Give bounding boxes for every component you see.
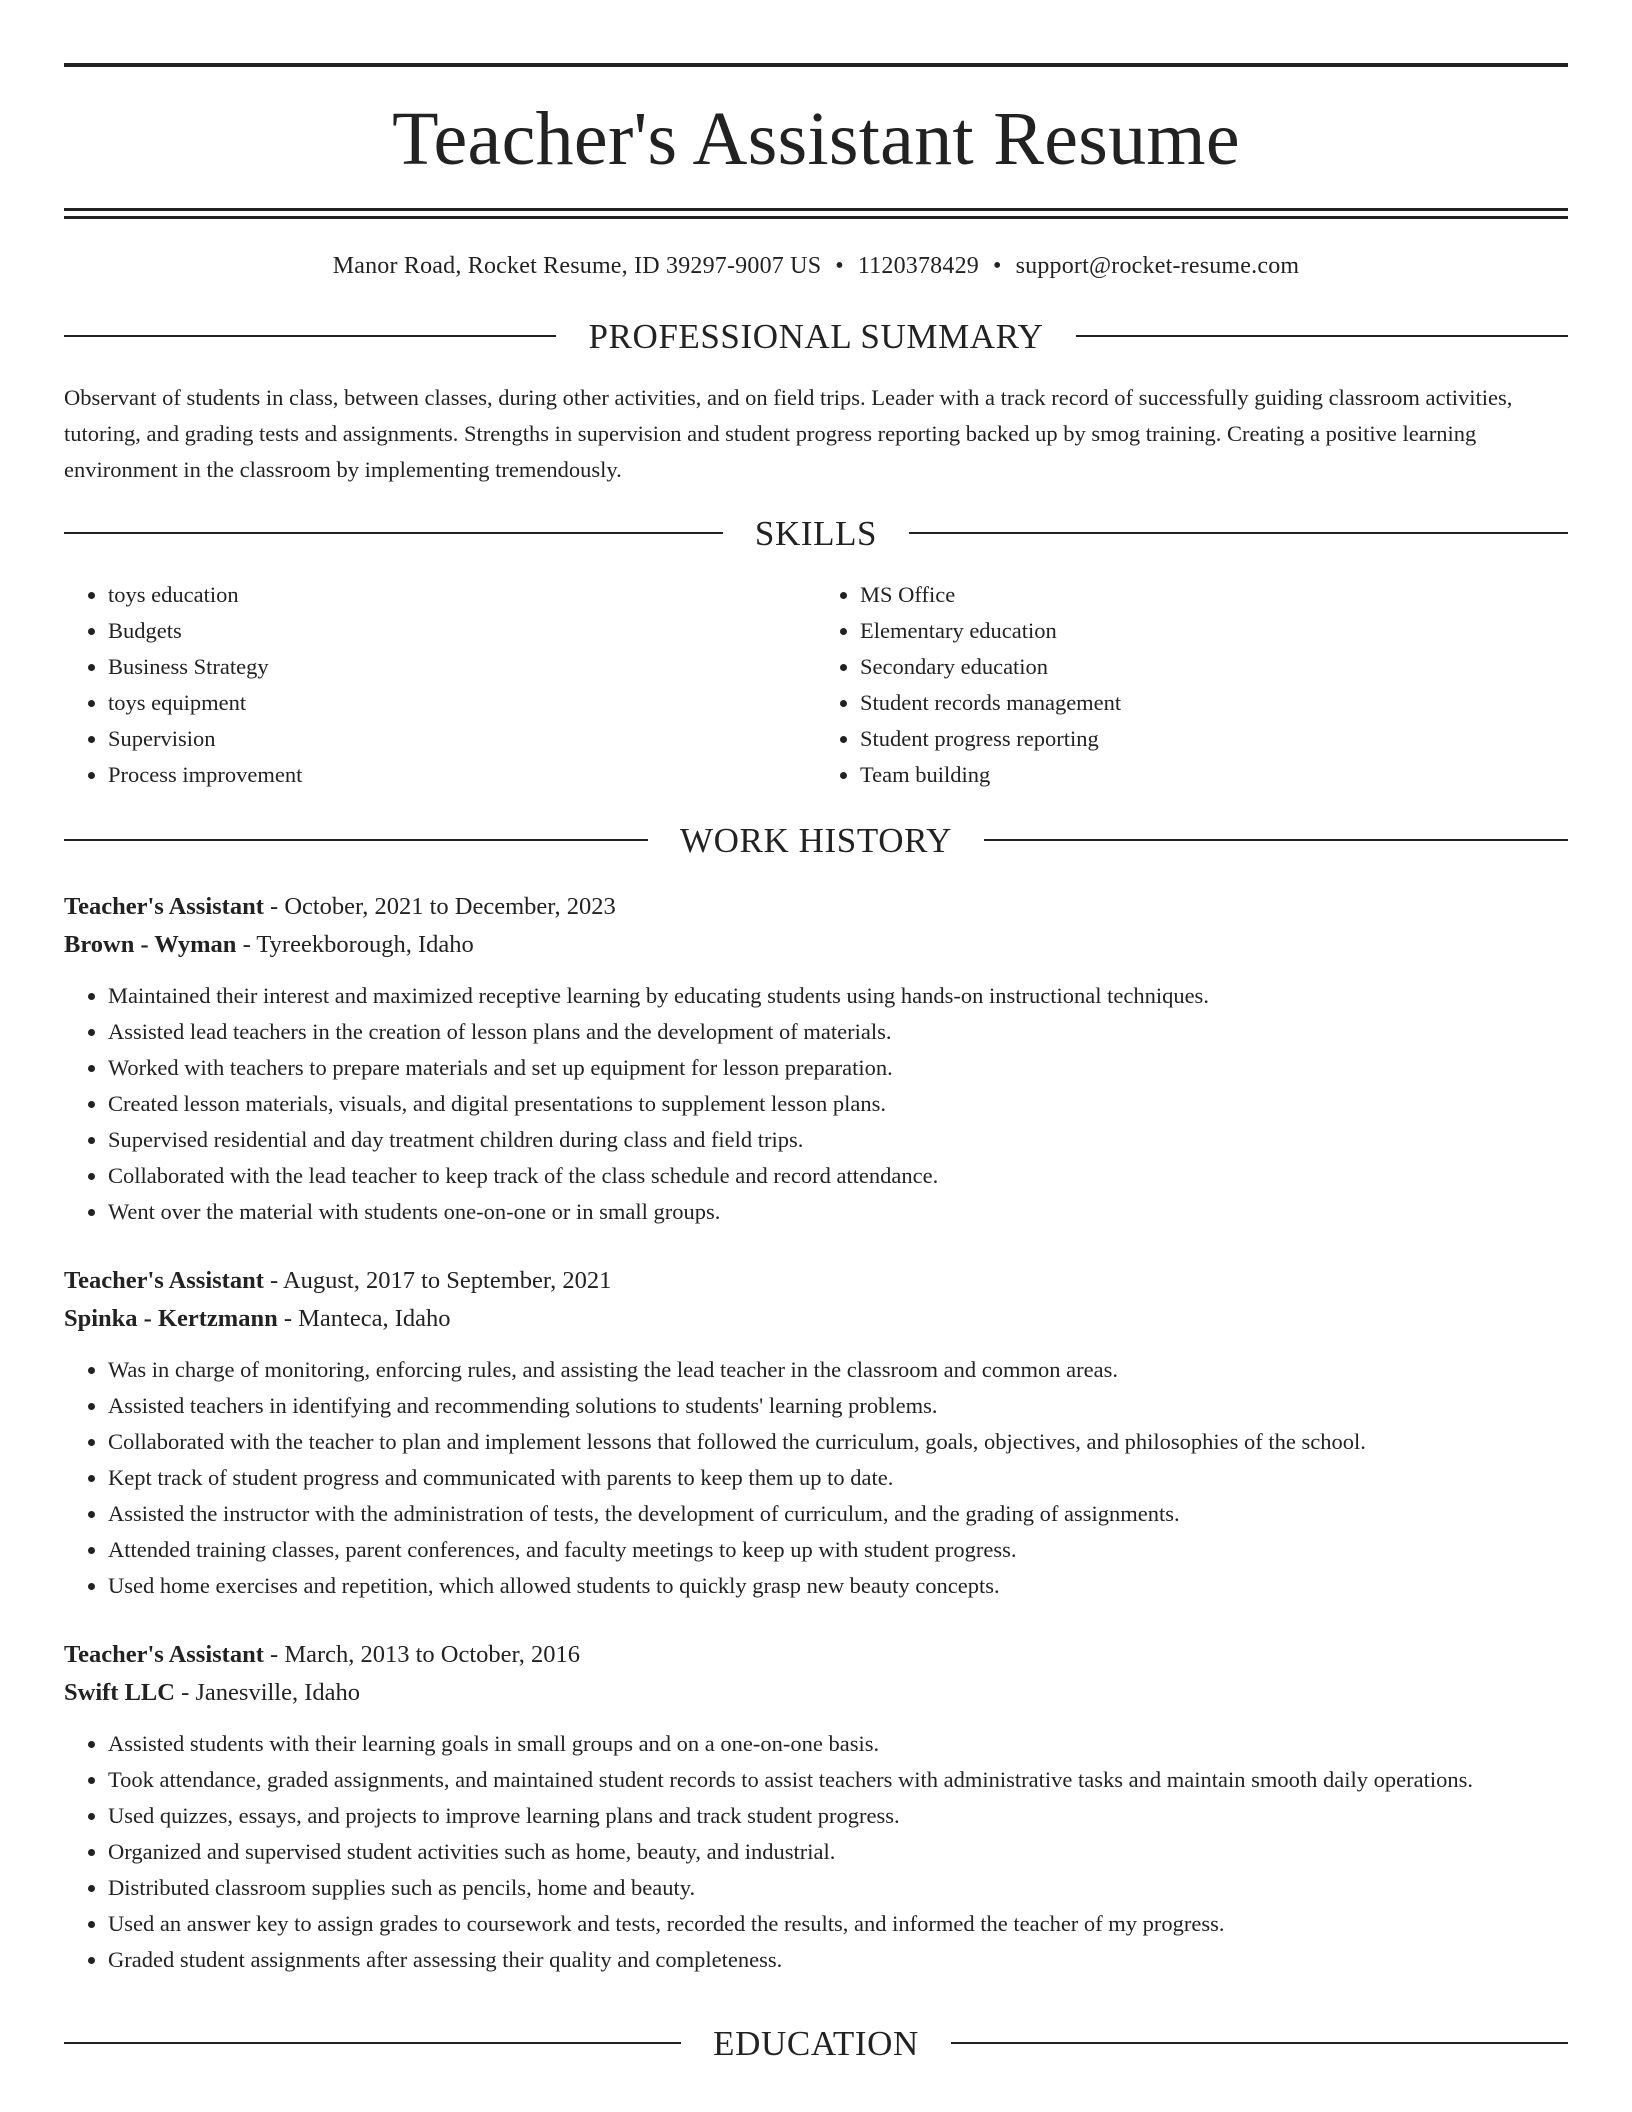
- job-bullet: • Went over the material with students one-on-one or in small groups.: [108, 1194, 1568, 1230]
- skill-item: • Student records management: [860, 685, 1568, 721]
- job-bullet: • Assisted students with their learning goals in small groups and on a one-on-one basis.: [108, 1726, 1568, 1762]
- job-bullet: • Graded student assignments after assessing their quality and completeness.: [108, 1942, 1568, 1978]
- contact-line: [64, 252, 1568, 281]
- job-dates-separator: -: [263, 1640, 285, 1668]
- job-bullet: • Collaborated with the lead teacher to keep track of the class schedule and record attendance.: [108, 1158, 1568, 1194]
- job-company: Brown - Wyman: [64, 930, 237, 958]
- skill-item: • Team building: [860, 757, 1568, 793]
- job-bullet: • Used an answer key to assign grades to coursework and tests, recorded the results, and informed the teacher of my progress.: [108, 1906, 1568, 1942]
- skill-item: • Secondary education: [860, 649, 1568, 685]
- job-title-line: [64, 1636, 1568, 1674]
- job-bullet: • Assisted the instructor with the administration of tests, the development of curriculum, and the grading of assignments.: [108, 1496, 1568, 1532]
- job-bullet: • Created lesson materials, visuals, and digital presentations to supplement lesson plans.: [108, 1086, 1568, 1122]
- skill-item: • toys equipment: [108, 685, 816, 721]
- job-bullet: • Kept track of student progress and communicated with parents to keep them up to date.: [108, 1460, 1568, 1496]
- contact-separator: •: [992, 253, 1002, 279]
- job-title: Teacher's Assistant: [64, 1640, 264, 1668]
- job-location: Tyreekborough, Idaho: [256, 930, 474, 958]
- job-location: Janesville, Idaho: [195, 1678, 361, 1706]
- section-title: EDUCATION: [713, 2023, 919, 2063]
- heading-rule: [64, 335, 556, 337]
- job-location-separator: -: [236, 930, 257, 958]
- job-bullet: • Assisted teachers in identifying and recommending solutions to students' learning problems.: [108, 1388, 1568, 1424]
- skills-list: [64, 577, 1568, 793]
- contact-address: Manor Road, Rocket Resume, ID 39297-9007 US: [332, 253, 822, 279]
- job-company-line: [64, 1300, 1568, 1338]
- section-heading-education: [64, 2023, 1568, 2063]
- heading-rule: [64, 2042, 681, 2044]
- top-rule: [64, 63, 1568, 67]
- job-company-line: [64, 926, 1568, 964]
- job-bullet: • Collaborated with the teacher to plan and implement lessons that followed the curriculum, goals, objectives, and philosophies of the school.: [108, 1424, 1568, 1460]
- job-bullet: • Took attendance, graded assignments, and maintained student records to assist teachers with administrative tasks and maintain smooth daily operations.: [108, 1762, 1568, 1798]
- job-title: Teacher's Assistant: [64, 892, 264, 920]
- job-company-line: [64, 1674, 1568, 1712]
- skill-item: • Supervision: [108, 721, 816, 757]
- skill-item: • MS Office: [860, 577, 1568, 613]
- job-bullet: • Supervised residential and day treatment children during class and field trips.: [108, 1122, 1568, 1158]
- skill-item: • Student progress reporting: [860, 721, 1568, 757]
- heading-rule: [1076, 335, 1568, 337]
- section-heading-skills: [64, 513, 1568, 553]
- heading-rule: [909, 532, 1568, 534]
- section-title: PROFESSIONAL SUMMARY: [588, 316, 1044, 356]
- title-double-rule: [64, 208, 1568, 219]
- section-title: WORK HISTORY: [680, 820, 952, 860]
- skill-item: • toys education: [108, 577, 816, 613]
- job-bullet: • Distributed classroom supplies such as pencils, home and beauty.: [108, 1870, 1568, 1906]
- job-company: Spinka - Kertzmann: [64, 1304, 278, 1332]
- job-title-line: [64, 1262, 1568, 1300]
- skill-item: • Elementary education: [860, 613, 1568, 649]
- work-history-list: [64, 888, 1568, 1978]
- contact-phone: 1120378429: [857, 253, 979, 279]
- job-bullets: [64, 1726, 1568, 1978]
- section-heading-summary: [64, 316, 1568, 356]
- heading-rule: [984, 839, 1568, 841]
- summary-text: Observant of students in class, between classes, during other activities, and on field trips. Leader with a track record of successfully guiding classroom activities, tutoring, and grading tests and assignments. Strengths in supervision and student progress reporting backed up by smog training. Creating a positive learning environment in the classroom by implementing tremendously.: [64, 384, 1513, 482]
- skill-item: • Business Strategy: [108, 649, 816, 685]
- job-dates-separator: -: [263, 892, 285, 920]
- job-company: Swift LLC: [64, 1678, 175, 1706]
- job-bullet: • Attended training classes, parent conferences, and faculty meetings to keep up with student progress.: [108, 1532, 1568, 1568]
- skills-column-right: [816, 577, 1568, 793]
- job-entry: [64, 888, 1568, 1230]
- job-dates: March, 2013 to October, 2016: [284, 1640, 580, 1668]
- job-location-separator: -: [174, 1678, 196, 1706]
- job-bullet: • Used quizzes, essays, and projects to improve learning plans and track student progress.: [108, 1798, 1568, 1834]
- job-bullet: • Organized and supervised student activities such as home, beauty, and industrial.: [108, 1834, 1568, 1870]
- heading-rule: [64, 532, 723, 534]
- job-dates: August, 2017 to September, 2021: [282, 1266, 612, 1294]
- job-bullets: [64, 1352, 1568, 1604]
- section-title: SKILLS: [754, 513, 878, 553]
- job-entry: [64, 1636, 1568, 1978]
- section-heading-work: [64, 820, 1568, 860]
- contact-email: support@rocket-resume.com: [1015, 253, 1300, 279]
- skills-column-left: [64, 577, 816, 793]
- job-bullet: • Maintained their interest and maximized receptive learning by educating students using hands-on instructional techniques.: [108, 978, 1568, 1014]
- job-location-separator: -: [277, 1304, 299, 1332]
- contact-separator: •: [835, 253, 844, 279]
- job-bullet: • Assisted lead teachers in the creation of lesson plans and the development of materials.: [108, 1014, 1568, 1050]
- heading-rule: [64, 839, 648, 841]
- job-dates: October, 2021 to December, 2023: [284, 892, 616, 920]
- skill-item: • Budgets: [108, 613, 816, 649]
- job-bullet: • Was in charge of monitoring, enforcing rules, and assisting the lead teacher in the classroom and common areas.: [108, 1352, 1568, 1388]
- job-title-line: [64, 888, 1568, 926]
- job-dates-separator: -: [263, 1266, 283, 1294]
- job-bullets: [64, 978, 1568, 1230]
- job-bullet: • Used home exercises and repetition, which allowed students to quickly grasp new beauty concepts.: [108, 1568, 1568, 1604]
- page-title: Teacher's Assistant Resume: [392, 97, 1240, 181]
- job-title: Teacher's Assistant: [64, 1266, 264, 1294]
- job-bullet: • Worked with teachers to prepare materials and set up equipment for lesson preparation.: [108, 1050, 1568, 1086]
- heading-rule: [951, 2042, 1568, 2044]
- job-location: Manteca, Idaho: [298, 1304, 451, 1332]
- job-entry: [64, 1262, 1568, 1604]
- skill-item: • Process improvement: [108, 757, 816, 793]
